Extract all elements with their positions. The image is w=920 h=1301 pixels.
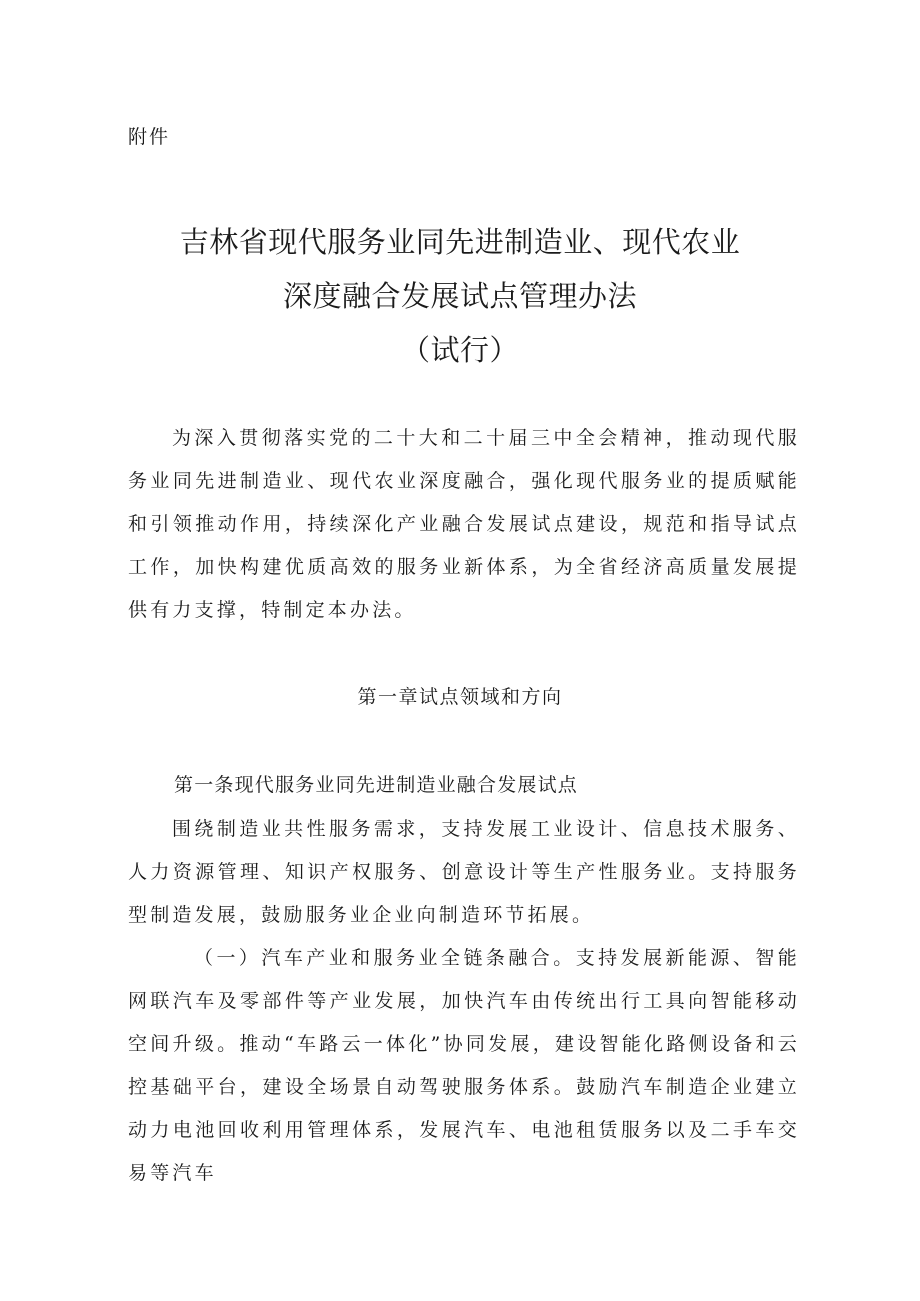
chapter-heading: 第一章试点领域和方向	[357, 686, 563, 708]
document-title-line-3: （试行）	[400, 333, 519, 367]
article-paragraph: 围绕制造业共性服务需求，支持发展工业设计、信息技术服务、人力资源管理、知识产权服务、创意设计等生产性服务业。支持服务型制造发展，鼓励服务业企业向制造环节拓展。	[128, 818, 800, 926]
article-heading: 第一条现代服务业同先进制造业融合发展试点	[174, 774, 579, 796]
intro-paragraph: 为深入贯彻落实党的二十大和二十届三中全会精神，推动现代服务业同先进制造业、现代农业深度融合，强化现代服务业的提质赋能和引领推动作用，持续深化产业融合发展试点建设，规范和指导试点工作，加快构建优质高效的服务业新体系，为全省经济高质量发展提供有力支撑，特制定本办法。	[128, 427, 800, 621]
item-paragraph: （一）汽车产业和服务业全链条融合。支持发展新能源、智能网联汽车及零部件等产业发展，加快汽车由传统出行工具向智能移动空间升级。推动“车路云一体化”协同发展，建设智能化路侧设备和云控基础平台，建设全场景自动驾驶服务体系。鼓励汽车制造企业建立动力电池回收利用管理体系，发展汽车、电池租赁服务以及二手车交易等汽车	[128, 947, 800, 1184]
attachment-label: 附件	[128, 126, 171, 148]
document-title-line-1: 吉林省现代服务业同先进制造业、现代农业	[179, 225, 741, 259]
document-title-line-2: 深度融合发展试点管理办法	[282, 279, 637, 313]
